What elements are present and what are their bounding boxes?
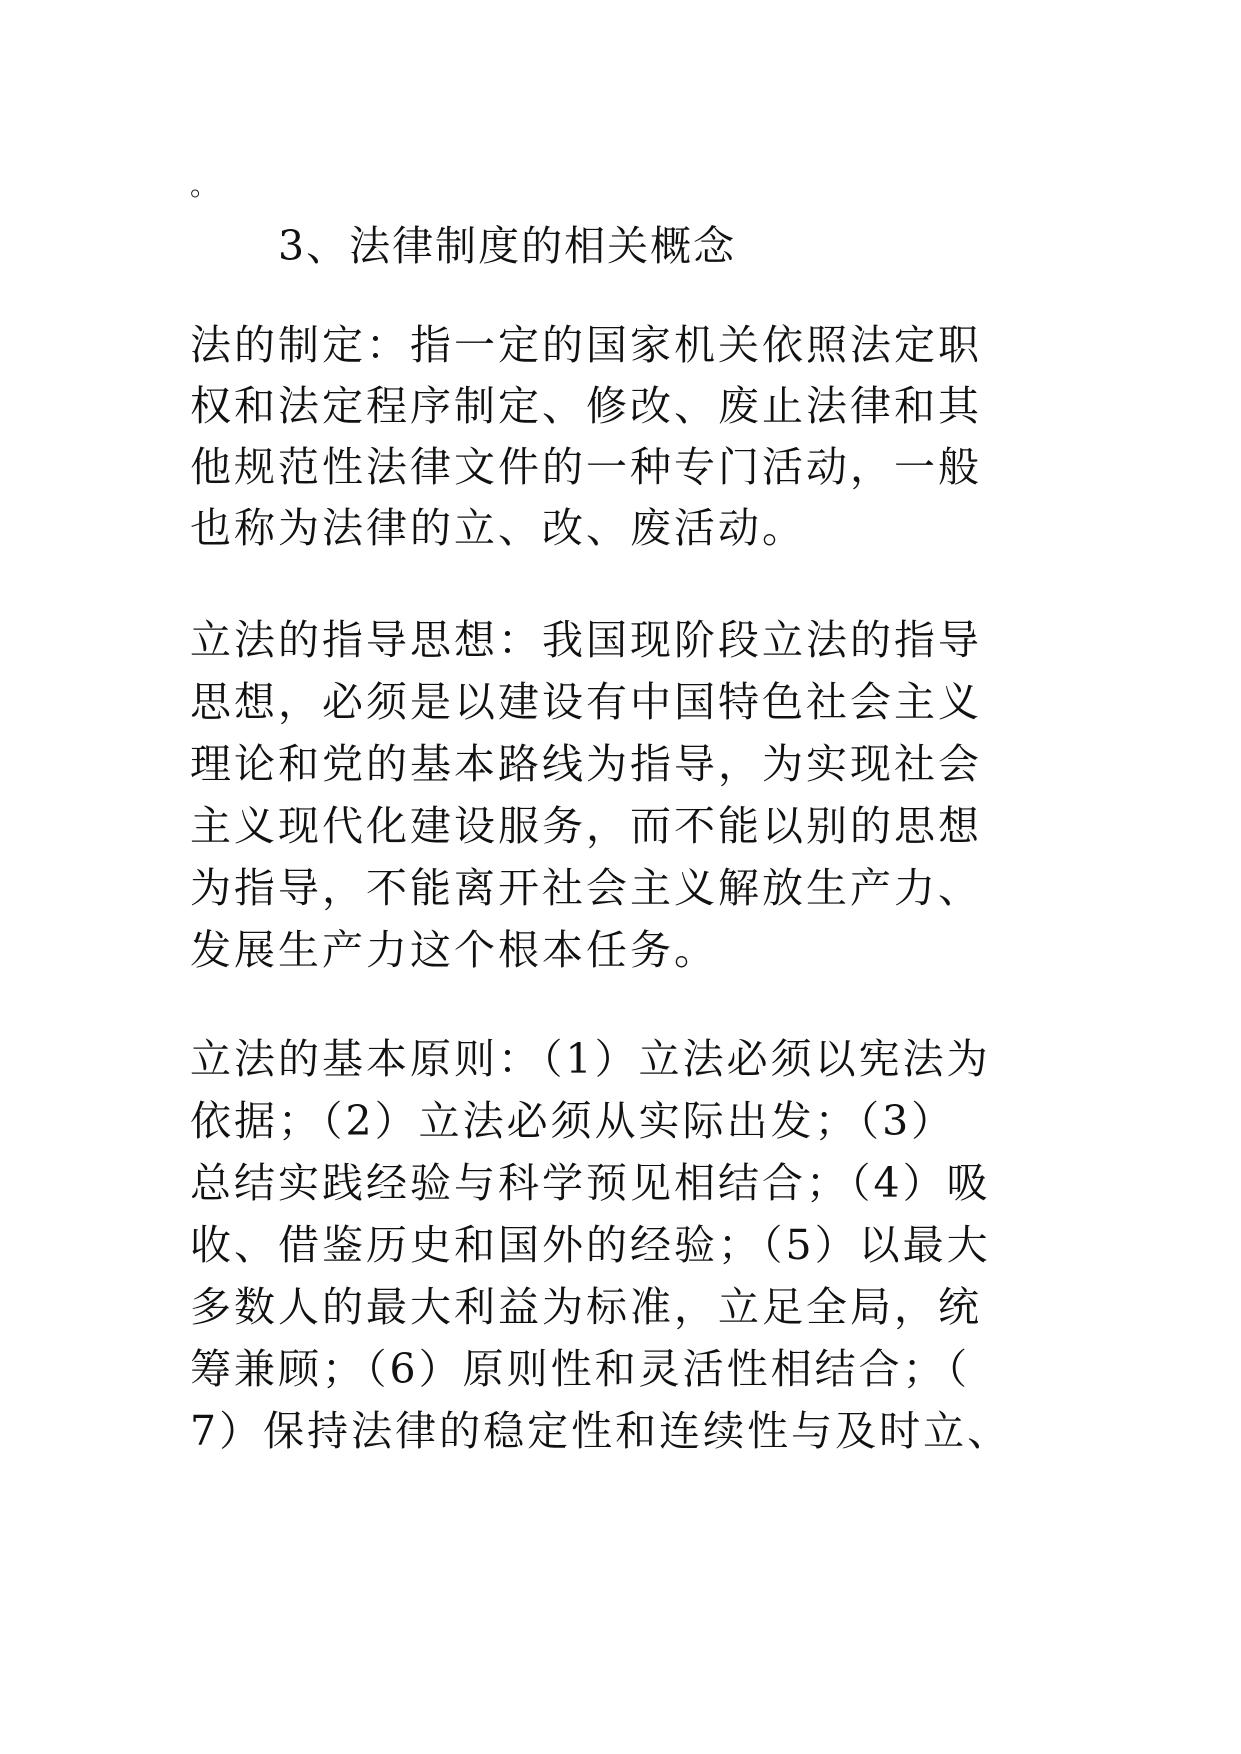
leading-punctuation: 。	[190, 169, 219, 202]
paragraph-2-line-6: 发展生产力这个根本任务。	[190, 926, 718, 974]
paragraph-3-line-5: 多数人的最大利益为标准，立足全局，统	[190, 1283, 982, 1331]
section-heading: 3、法律制度的相关概念	[278, 222, 737, 270]
paragraph-3-line-4: 收、借鉴历史和国外的经验；（5）以最大	[190, 1221, 991, 1269]
paragraph-2-line-3: 理论和党的基本路线为指导，为实现社会	[190, 740, 982, 788]
paragraph-2-line-4: 主义现代化建设服务，而不能以别的思想	[190, 802, 982, 850]
paragraph-2-line-5: 为指导，不能离开社会主义解放生产力、	[190, 864, 982, 912]
paragraph-3-line-1: 立法的基本原则：（1）立法必须以宪法为	[190, 1035, 991, 1083]
paragraph-3-line-2: 依据；（2）立法必须从实际出发；（3）	[190, 1097, 956, 1145]
paragraph-1-line-4: 也称为法律的立、改、废活动。	[190, 504, 806, 552]
paragraph-3-line-6: 筹兼顾；（6）原则性和灵活性相结合；（	[190, 1345, 971, 1393]
paragraph-1-line-2: 权和法定程序制定、修改、废止法律和其	[190, 382, 982, 430]
paragraph-2-line-2: 思想，必须是以建设有中国特色社会主义	[190, 678, 982, 726]
paragraph-2-line-1: 立法的指导思想：我国现阶段立法的指导	[190, 616, 982, 664]
paragraph-3-line-7: 7）保持法律的稳定性和连续性与及时立、	[190, 1407, 1012, 1455]
paragraph-1-line-3: 他规范性法律文件的一种专门活动，一般	[190, 443, 982, 491]
paragraph-1-line-1: 法的制定：指一定的国家机关依照法定职	[190, 321, 982, 369]
paragraph-3-line-3: 总结实践经验与科学预见相结合；（4）吸	[190, 1159, 991, 1207]
